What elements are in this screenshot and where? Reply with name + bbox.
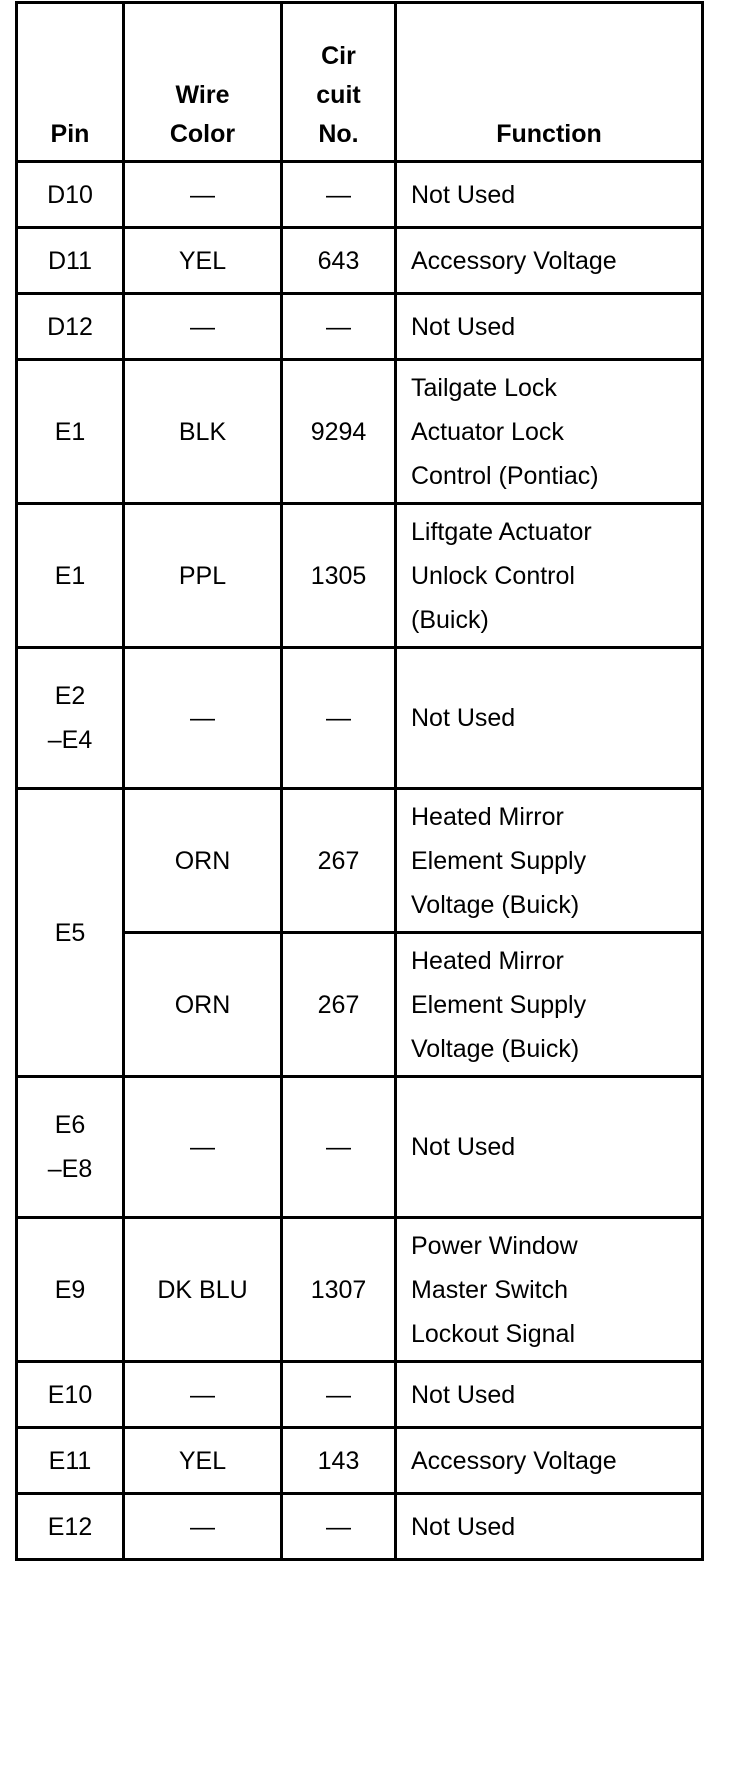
function-cell: Heated Mirror Element Supply Voltage (Buick) (396, 789, 703, 933)
wire-color-cell: BLK (124, 360, 282, 504)
table-row (17, 1218, 703, 1362)
table-row (17, 648, 703, 789)
table-row (17, 1428, 703, 1494)
table-row (17, 162, 703, 228)
table-header-row (17, 3, 703, 162)
function-cell: Power Window Master Switch Lockout Signal (396, 1218, 703, 1362)
function-cell: Not Used (396, 1077, 703, 1218)
function-cell: Tailgate Lock Actuator Lock Control (Pontiac) (396, 360, 703, 504)
wire-color-cell: YEL (124, 228, 282, 294)
pin-cell: E10 (17, 1362, 124, 1428)
wire-color-cell: ORN (124, 789, 282, 933)
function-cell: Accessory Voltage (396, 1428, 703, 1494)
wire-color-cell: ORN (124, 933, 282, 1077)
function-cell: Accessory Voltage (396, 228, 703, 294)
table-row (17, 504, 703, 648)
pin-cell: E5 (17, 789, 124, 1077)
table-row (17, 294, 703, 360)
wire-color-cell: — (124, 648, 282, 789)
circuit-no-cell: — (282, 294, 396, 360)
function-cell: Not Used (396, 294, 703, 360)
circuit-no-cell: 9294 (282, 360, 396, 504)
function-cell: Not Used (396, 1362, 703, 1428)
wire-color-cell: DK BLU (124, 1218, 282, 1362)
circuit-no-cell: 267 (282, 933, 396, 1077)
header-pin: Pin (17, 3, 124, 162)
function-cell: Heated Mirror Element Supply Voltage (Buick) (396, 933, 703, 1077)
wire-color-cell: PPL (124, 504, 282, 648)
circuit-no-cell: 267 (282, 789, 396, 933)
pin-cell: D11 (17, 228, 124, 294)
table-row (17, 228, 703, 294)
table-row (17, 1077, 703, 1218)
circuit-no-cell: 143 (282, 1428, 396, 1494)
pin-cell: D12 (17, 294, 124, 360)
table-row (17, 1494, 703, 1560)
pin-cell: E2 –E4 (17, 648, 124, 789)
pin-cell: E12 (17, 1494, 124, 1560)
function-cell: Liftgate Actuator Unlock Control (Buick) (396, 504, 703, 648)
wire-color-cell: — (124, 1077, 282, 1218)
circuit-no-cell: 1305 (282, 504, 396, 648)
header-wire-color: Wire Color (124, 3, 282, 162)
function-cell: Not Used (396, 162, 703, 228)
circuit-no-cell: — (282, 1494, 396, 1560)
header-circuit-no: Cir cuit No. (282, 3, 396, 162)
header-function: Function (396, 3, 703, 162)
table-row (17, 1362, 703, 1428)
circuit-no-cell: 1307 (282, 1218, 396, 1362)
connector-pin-table (15, 1, 704, 1561)
circuit-no-cell: — (282, 1362, 396, 1428)
circuit-no-cell: 643 (282, 228, 396, 294)
pin-cell: E11 (17, 1428, 124, 1494)
table-row (17, 360, 703, 504)
wire-color-cell: — (124, 1362, 282, 1428)
wire-color-cell: — (124, 294, 282, 360)
pin-cell: E6 –E8 (17, 1077, 124, 1218)
circuit-no-cell: — (282, 648, 396, 789)
pin-cell: E1 (17, 504, 124, 648)
wire-color-cell: YEL (124, 1428, 282, 1494)
circuit-no-cell: — (282, 162, 396, 228)
pin-cell: E1 (17, 360, 124, 504)
function-cell: Not Used (396, 648, 703, 789)
table-row (17, 789, 703, 933)
circuit-no-cell: — (282, 1077, 396, 1218)
wire-color-cell: — (124, 1494, 282, 1560)
function-cell: Not Used (396, 1494, 703, 1560)
pin-cell: E9 (17, 1218, 124, 1362)
pin-cell: D10 (17, 162, 124, 228)
wire-color-cell: — (124, 162, 282, 228)
